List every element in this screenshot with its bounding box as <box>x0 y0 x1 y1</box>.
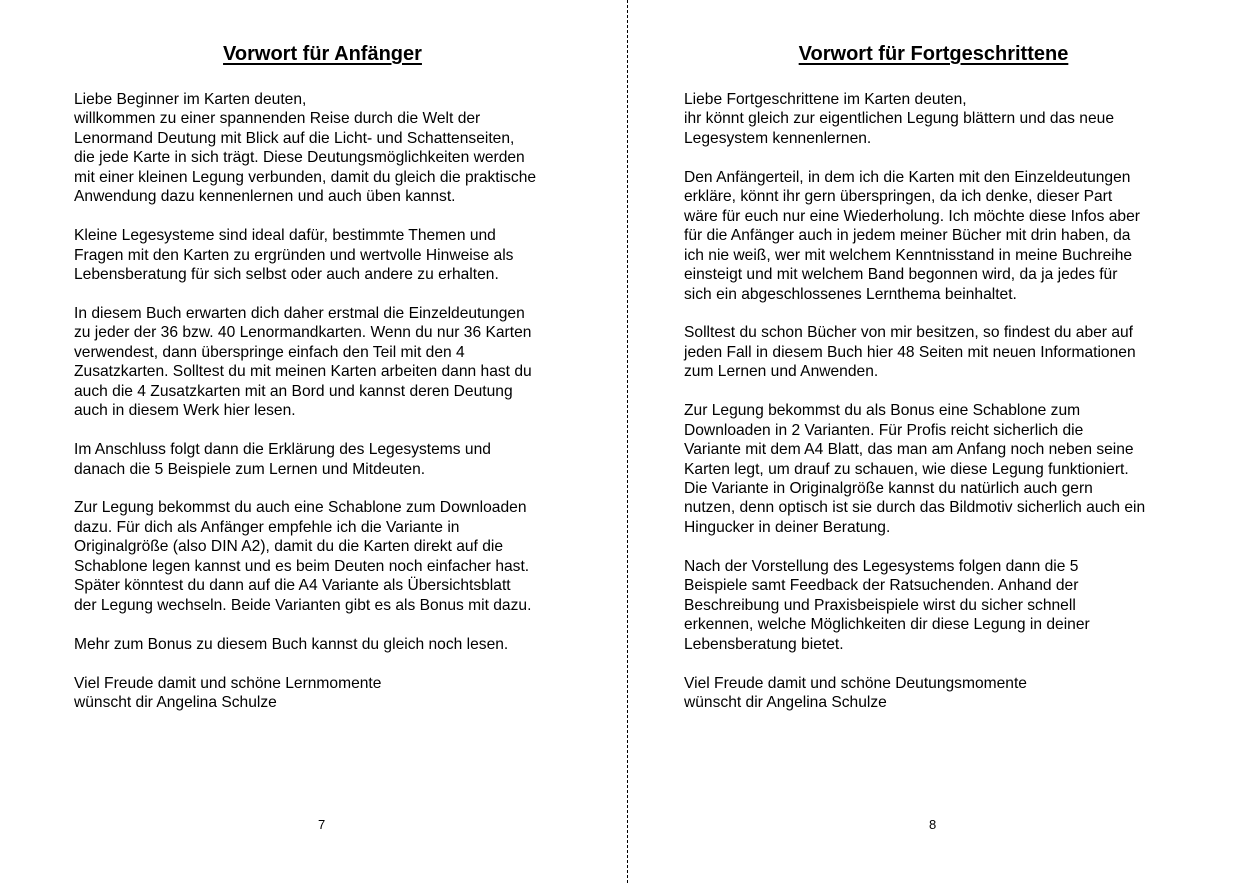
paragraph <box>74 498 536 615</box>
text-line: Hingucker in deiner Beratung. <box>684 518 891 536</box>
text-line: In diesem Buch erwarten dich daher erstmal die Einzeldeutungen <box>74 304 525 322</box>
paragraph <box>74 440 536 479</box>
text-line: Kleine Legesysteme sind ideal dafür, bestimmte Themen und <box>74 227 496 245</box>
text-line: Im Anschluss folgt dann die Erklärung des Legesystems und <box>74 441 491 459</box>
text-line: für die Anfänger auch in jedem meiner Bücher mit drin haben, da <box>684 227 1131 245</box>
page-title: Vorwort für Anfänger <box>223 43 422 65</box>
text-line: einsteigt und mit welchem Band begonnen wird, da ja jedes für <box>684 266 1118 284</box>
page-number: 7 <box>318 817 326 832</box>
paragraph <box>684 323 1145 381</box>
text-line: Beispiele samt Feedback der Ratsuchenden. Anhand der <box>684 577 1079 595</box>
text-line: Liebe Beginner im Karten deuten, <box>74 91 307 108</box>
paragraph <box>74 635 536 654</box>
paragraph <box>74 674 536 713</box>
paragraph <box>684 90 1145 148</box>
text-line: Legesystem kennenlernen. <box>684 129 872 147</box>
text-line: Den Anfängerteil, in dem ich die Karten mit den Einzeldeutungen <box>684 168 1131 186</box>
text-line: willkommen zu einer spannenden Reise durch die Welt der <box>74 110 481 128</box>
text-line: erkläre, könnt ihr gern überspringen, da ich denke, dieser Part <box>684 188 1113 206</box>
text-line: Beschreibung und Praxisbeispiele wirst du sicher schnell <box>684 596 1076 614</box>
text-line: Liebe Fortgeschrittene im Karten deuten, <box>684 91 967 108</box>
text-line: verwendest, dann überspringe einfach den Teil mit den 4 <box>74 343 465 361</box>
text-line: Karten legt, um drauf zu schauen, wie diese Legung funktioniert. <box>684 460 1129 478</box>
text-line: Viel Freude damit und schöne Deutungsmomente <box>684 674 1027 692</box>
text-line: jeden Fall in diesem Buch hier 48 Seiten mit neuen Informationen <box>684 343 1136 361</box>
paragraph <box>74 304 536 421</box>
text-line: Variante mit dem A4 Blatt, das man am Anfang noch neben seine <box>684 441 1134 459</box>
text-line: die jede Karte in sich trägt. Diese Deutungsmöglichkeiten werden <box>74 149 525 167</box>
text-line: Lebensberatung für sich selbst oder auch andere zu erhalten. <box>74 266 499 284</box>
text-line: Viel Freude damit und schöne Lernmomente <box>74 674 382 692</box>
text-line: Anwendung dazu kennenlernen und auch üben kannst. <box>74 188 456 206</box>
text-line: Lenormand Deutung mit Blick auf die Licht- und Schattenseiten, <box>74 129 515 147</box>
text-line: dazu. Für dich als Anfänger empfehle ich die Variante in <box>74 518 460 536</box>
text-line: zum Lernen und Anwenden. <box>684 363 879 381</box>
text-line: der Legung wechseln. Beide Varianten gibt es als Bonus mit dazu. <box>74 596 532 614</box>
text-line: Originalgröße (also DIN A2), damit du die Karten direkt auf die <box>74 538 504 556</box>
text-line: Fragen mit den Karten zu ergründen und wertvolle Hinweise als <box>74 246 514 264</box>
text-line: Zusatzkarten. Solltest du mit meinen Karten arbeiten dann hast du <box>74 363 532 381</box>
text-line: mit einer kleinen Legung verbunden, damit du gleich die praktische <box>74 168 537 186</box>
text-line: ihr könnt gleich zur eigentlichen Legung blättern und das neue <box>684 110 1115 128</box>
page-right <box>629 0 1255 883</box>
page-left <box>0 0 627 883</box>
text-line: auch die 4 Zusatzkarten mit an Bord und kannst deren Deutung <box>74 382 513 400</box>
paragraph <box>684 168 1145 304</box>
text-line: ich nie weiß, wer mit welchem Kenntnisstand in meine Buchreihe <box>684 246 1133 264</box>
paragraph <box>684 401 1145 537</box>
text-line: Zur Legung bekommst du als Bonus eine Schablone zum <box>684 402 1081 420</box>
text-line: Solltest du schon Bücher von mir besitzen, so findest du aber auf <box>684 324 1134 342</box>
paragraph <box>74 90 536 207</box>
text-line: wünscht dir Angelina Schulze <box>684 693 887 711</box>
text-line: Nach der Vorstellung des Legesystems folgen dann die 5 <box>684 557 1079 575</box>
text-line: wäre für euch nur eine Wiederholung. Ich möchte diese Infos aber <box>684 207 1140 225</box>
text-line: erkennen, welche Möglichkeiten dir diese Legung in deiner <box>684 616 1090 634</box>
page-number: 8 <box>929 817 937 832</box>
text-line: auch in diesem Werk hier lesen. <box>74 402 296 420</box>
paragraph <box>684 557 1145 654</box>
page-title: Vorwort für Fortgeschrittene <box>798 43 1069 65</box>
page-body <box>684 90 1145 732</box>
text-line: wünscht dir Angelina Schulze <box>74 693 277 711</box>
text-line: Downloaden in 2 Varianten. Für Profis reicht sicherlich die <box>684 421 1084 439</box>
text-line: nutzen, denn optisch ist sie durch das Bildmotiv sicherlich auch ein <box>684 499 1146 517</box>
text-line: Lebensberatung bietet. <box>684 635 844 653</box>
paragraph <box>684 674 1145 713</box>
page-fold-divider <box>627 0 628 883</box>
text-line: Die Variante in Originalgröße kannst du natürlich auch gern <box>684 480 1093 498</box>
text-line: Schablone legen kannst und es beim Deuten noch einfacher hast. <box>74 557 530 575</box>
text-line: sich ein abgeschlossenes Lernthema beinhaltet. <box>684 285 1017 303</box>
text-line: Zur Legung bekommst du auch eine Schablone zum Downloaden <box>74 499 527 517</box>
text-line: danach die 5 Beispiele zum Lernen und Mitdeuten. <box>74 460 426 478</box>
text-line: Später könntest du dann auf die A4 Variante als Übersichtsblatt <box>74 577 511 595</box>
text-line: zu jeder der 36 bzw. 40 Lenormandkarten. Wenn du nur 36 Karten <box>74 324 532 342</box>
page-body <box>74 90 536 732</box>
text-line: Mehr zum Bonus zu diesem Buch kannst du gleich noch lesen. <box>74 635 509 653</box>
paragraph <box>74 226 536 284</box>
